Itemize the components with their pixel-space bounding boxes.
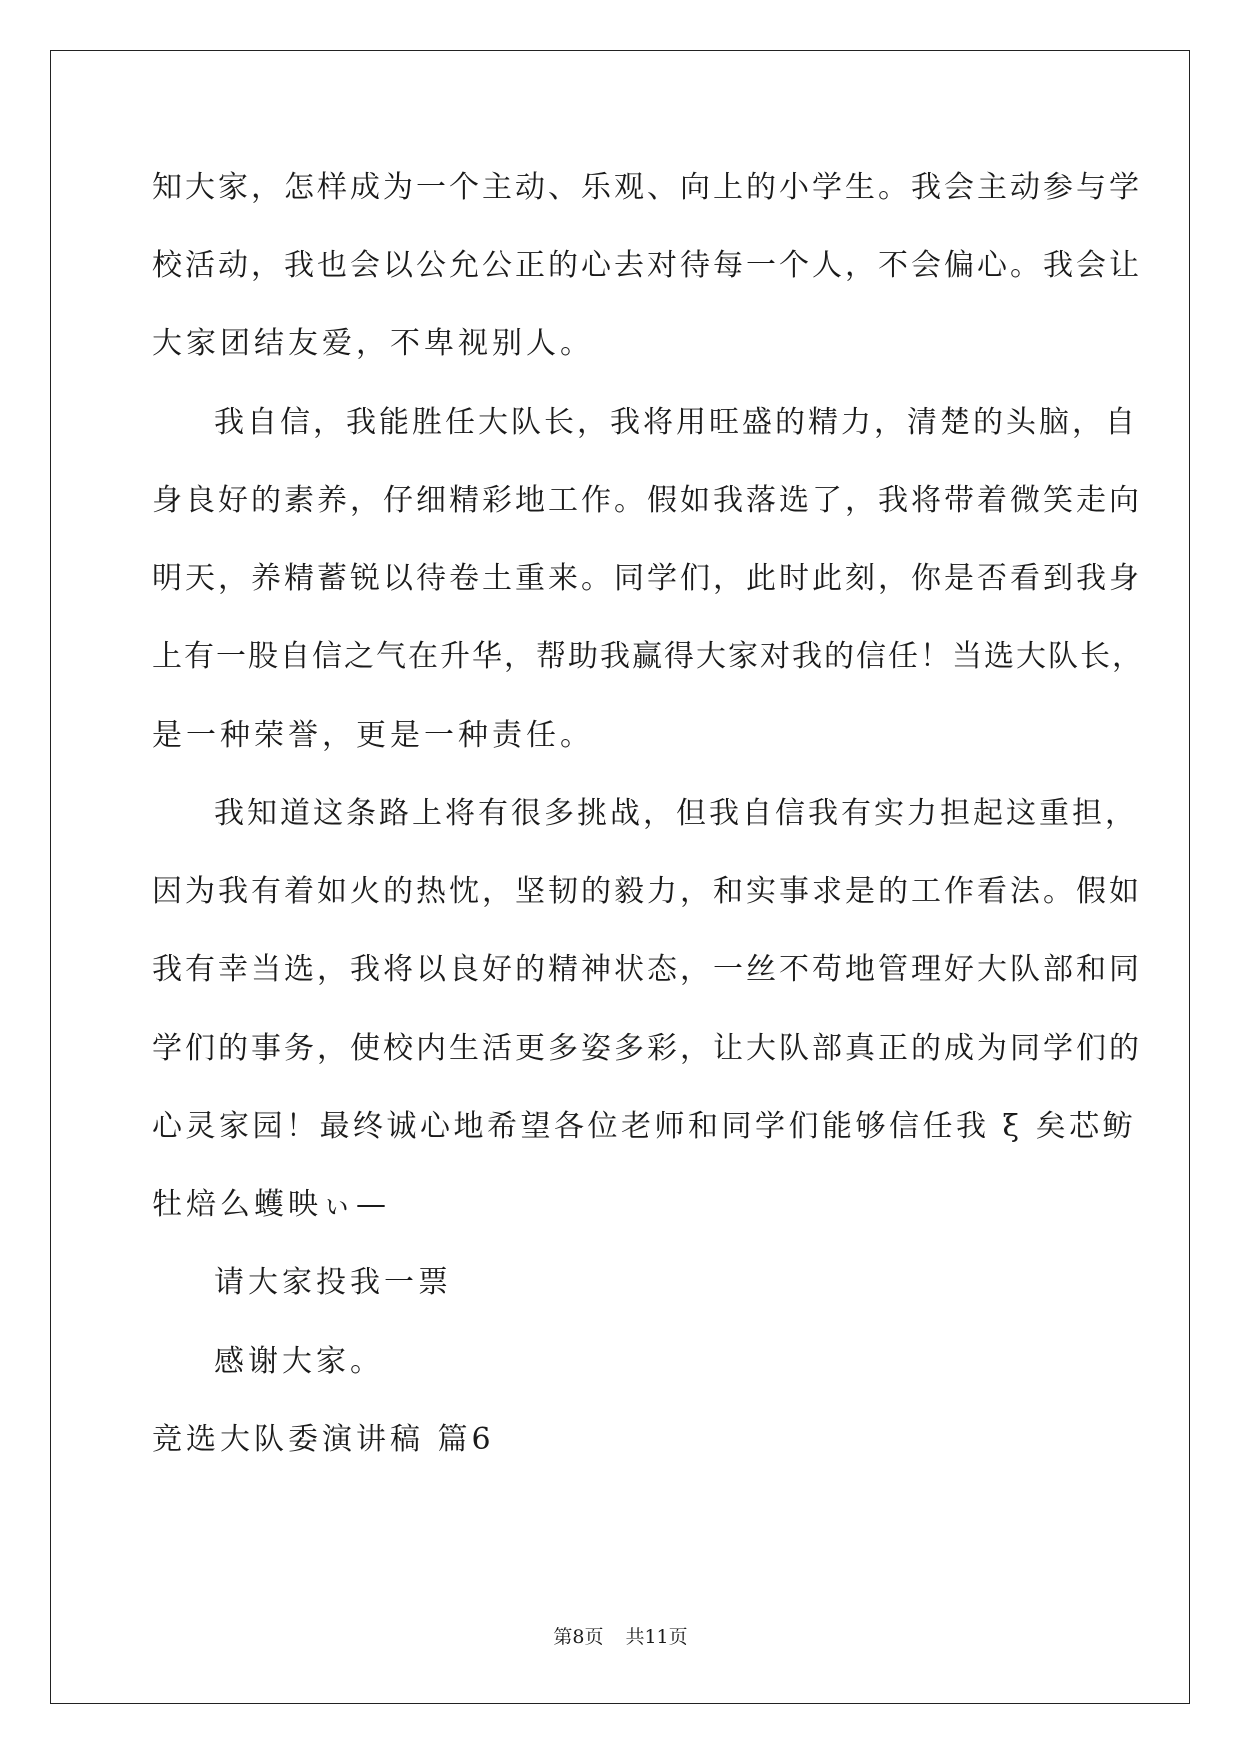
body-line-10: 因为我有着如火的热忱，坚韧的毅力，和实事求是的工作看法。假如 <box>152 874 1142 909</box>
body-line-13: 心灵家园！最终诚心地希望各位老师和同学们能够信任我 ξ 矣芯鲂 <box>152 1109 1137 1144</box>
page-footer <box>0 1624 1241 1650</box>
body-line-6: 明天，养精蓄锐以待卷土重来。同学们，此时此刻，你是否看到我身 <box>152 561 1142 596</box>
body-line-9: 我知道这条路上将有很多挑战，但我自信我有实力担起这重担， <box>214 796 1138 831</box>
body-line-14: 牡焙么蠖映ぃ— <box>152 1187 390 1222</box>
body-line-11: 我有幸当选，我将以良好的精神状态，一丝不苟地管理好大队部和同 <box>152 952 1142 987</box>
body-line-16: 感谢大家。 <box>214 1344 384 1379</box>
body-line-2: 校活动，我也会以公允公正的心去对待每一个人，不会偏心。我会让 <box>152 248 1142 283</box>
body-line-8: 是一种荣誉，更是一种责任。 <box>152 718 594 753</box>
page-number-current: 第8页 <box>553 1626 604 1648</box>
body-line-15: 请大家投我一票 <box>214 1265 452 1300</box>
body-line-4: 我自信，我能胜任大队长，我将用旺盛的精力，清楚的头脑，自 <box>214 405 1138 440</box>
body-line-3: 大家团结友爱，不卑视别人。 <box>152 326 594 361</box>
body-line-1: 知大家，怎样成为一个主动、乐观、向上的小学生。我会主动参与学 <box>152 170 1142 205</box>
body-line-5: 身良好的素养，仔细精彩地工作。假如我落选了，我将带着微笑走向 <box>152 483 1142 518</box>
section-heading: 竞选大队委演讲稿 篇6 <box>152 1422 495 1457</box>
page-number-total: 共11页 <box>625 1626 688 1648</box>
body-line-12: 学们的事务，使校内生活更多姿多彩，让大队部真正的成为同学们的 <box>152 1031 1142 1066</box>
body-line-7: 上有一股自信之气在升华，帮助我赢得大家对我的信任！当选大队长， <box>152 639 1144 674</box>
